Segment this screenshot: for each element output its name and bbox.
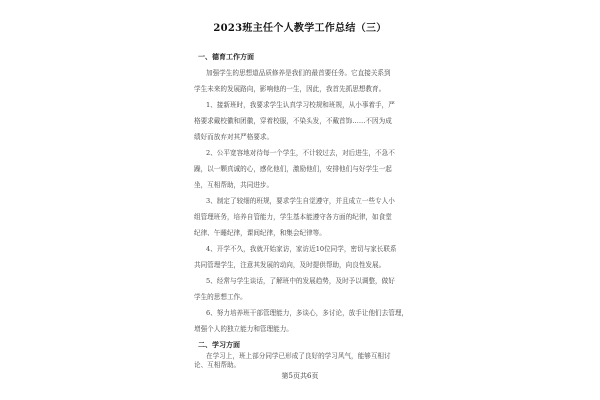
section-heading-moral: 一、德育工作方面: [198, 53, 254, 61]
paragraph-line: 2、公平宽容地对待每一个学生，不计较过去，对后进生，不急不: [206, 149, 395, 157]
paragraph-line: 4、开学不久，我就开始家访，家访近10位同学，密切与家长联系: [206, 245, 397, 253]
paragraph-line: 共同管理学生，注意其发展的动向，及时提供帮助，向良性发展。: [194, 261, 386, 269]
paragraph-line: 坐，互相帮助，共同进步。: [194, 181, 274, 189]
section-heading-study: 二、学习方面: [198, 341, 240, 349]
paragraph-line: 组管理班务，培养自管能力，学生基本能遵守各方面的纪律，如食堂: [194, 213, 392, 221]
paragraph-line: 5、经常与学生谈话，了解班中的发展趋势，及时予以调整，做好: [206, 277, 395, 285]
paragraph-line: 纪律、午睡纪律，课间纪律，和集会纪律等。: [194, 229, 326, 237]
paragraph-line: 学生的思想工作。: [194, 293, 247, 301]
document-title: 2023班主任个人教学工作总结（三）: [213, 23, 387, 34]
paragraph-line: 格要求戴校徽和团徽，穿着校服，不染头发，不戴首饰……不因为成: [194, 117, 392, 125]
page-footer: 第5页共6页: [281, 372, 319, 380]
paragraph-line: 绩好而放弃对其严格要求。: [194, 133, 274, 141]
paragraph-line: 论、互相帮助。: [194, 361, 241, 369]
paragraph-line: 加强学生的思想道品质修养是我们的最首要任务。它直接关系到: [206, 69, 391, 77]
paragraph-line: 3、制定了较细的班规，要求学生自觉遵守，并且成立一些专人小: [206, 197, 395, 205]
paragraph-line: 躁，以一颗真诚的心，感化他们，激励他们，安排他们与好学生一起: [194, 165, 392, 173]
paragraph-line: 学生未来的发展路向，影响他的一生，因此，我首先抓思想教育。: [194, 85, 386, 93]
paragraph-line: 1、接新班时，我要求学生认真学习校规和班规，从小事着手，严: [206, 101, 395, 109]
paragraph-line: 在学习上，班上部分同学已形成了良好的学习风气，能够互相讨: [206, 352, 391, 360]
paragraph-line: 增强个人的独立能力和管理能力。: [194, 325, 293, 333]
paragraph-line: 6、努力培养班干部管理能力，多谈心，多讨论，放手让他们去管理，: [206, 309, 409, 317]
